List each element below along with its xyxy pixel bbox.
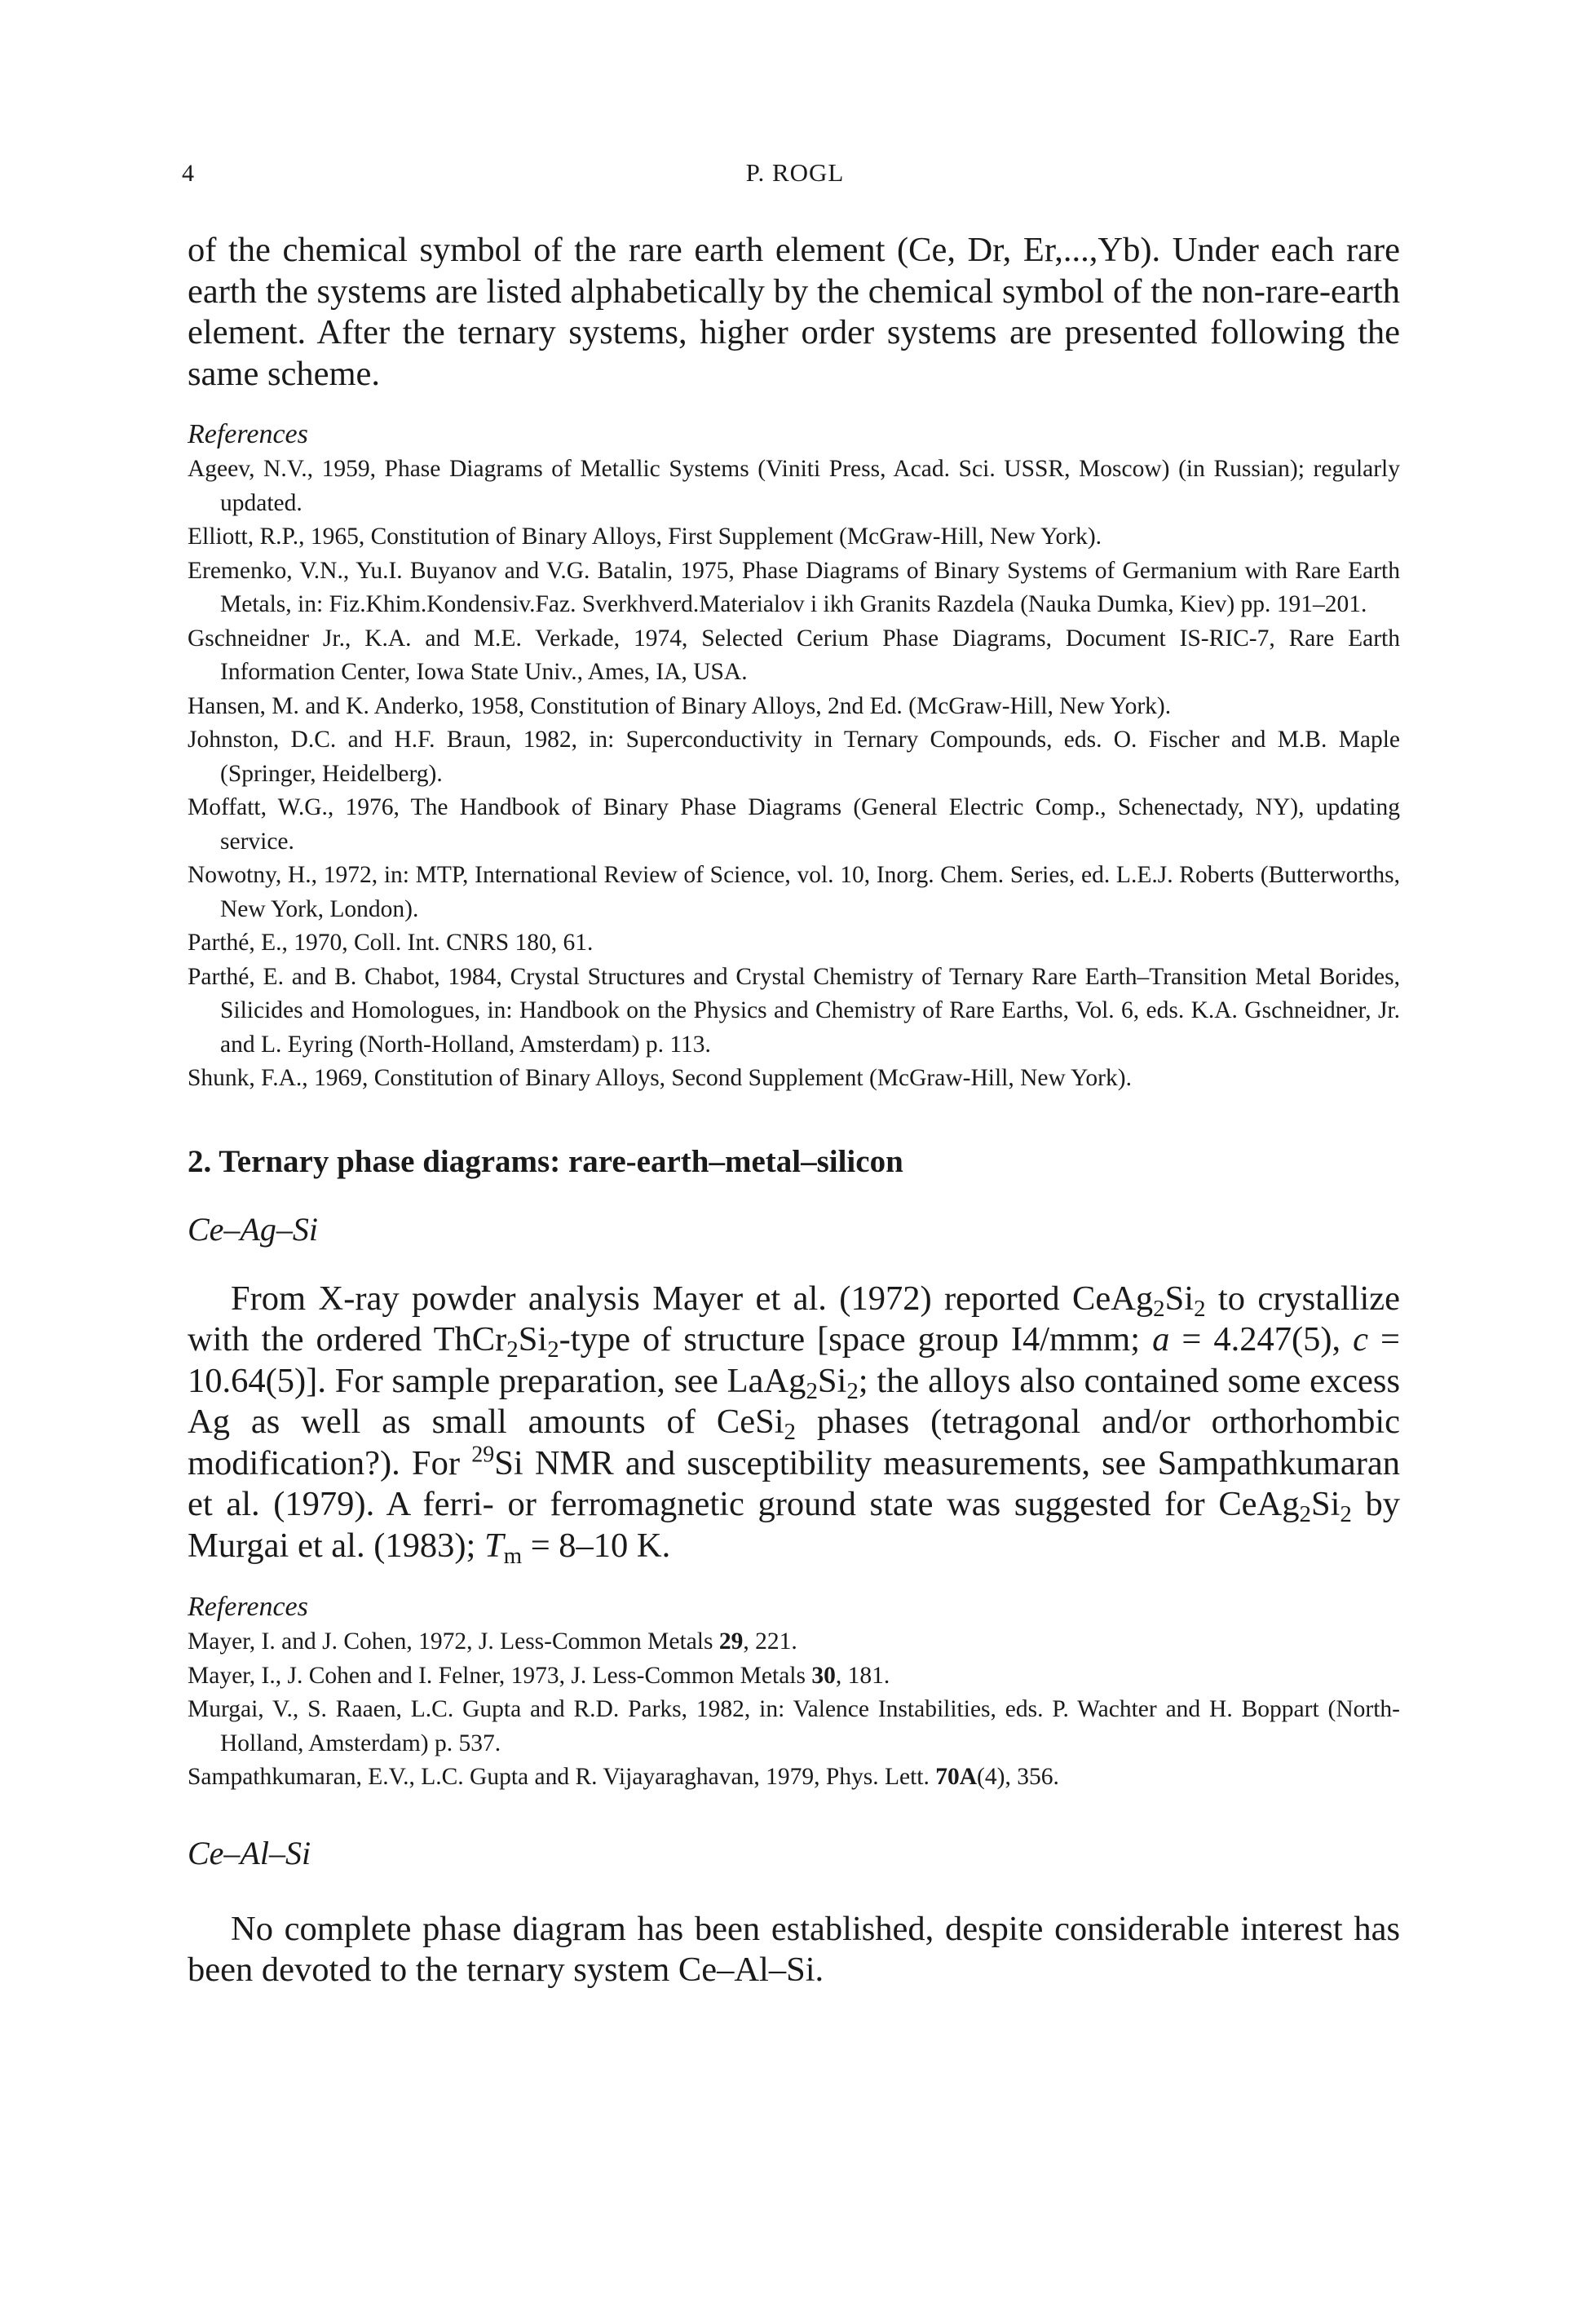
reference-item: Parthé, E. and B. Chabot, 1984, Crystal Structures and Crystal Chemistry of Ternary Rare Earth–Transition Metal Borides, Silicides and Homologues, in: Handbook on the Physics and Chemistry of Rare Earths, Vol. 6, eds. K.A. Gschneidner, Jr. and L. Eyring (North-Holland, Amsterdam) p. 113.	[188, 963, 1400, 1058]
reference-item: Mayer, I., J. Cohen and I. Felner, 1973, J. Less-Common Metals 30, 181.	[188, 1662, 890, 1689]
running-head: P. ROGL	[745, 158, 845, 187]
reference-item: Shunk, F.A., 1969, Constitution of Binary Alloys, Second Supplement (McGraw-Hill, New York).	[188, 1065, 1132, 1091]
reference-item: Nowotny, H., 1972, in: MTP, International Review of Science, vol. 10, Inorg. Chem. Series, ed. L.E.J. Roberts (Butterworths, New York, London).	[188, 862, 1400, 922]
reference-item: Mayer, I. and J. Cohen, 1972, J. Less-Common Metals 29, 221.	[188, 1628, 797, 1655]
reference-item: Elliott, R.P., 1965, Constitution of Binary Alloys, First Supplement (McGraw-Hill, New York).	[188, 524, 1102, 550]
intro-paragraph: of the chemical symbol of the rare earth element (Ce, Dr, Er,...,Yb). Under each rare earth the systems are listed alphabetically by the chemical symbol of the non-rare-earth element. After the ternary systems, higher order systems are presented following the same scheme.	[188, 231, 1400, 393]
reference-item: Sampathkumaran, E.V., L.C. Gupta and R. Vijayaraghavan, 1979, Phys. Lett. 70A(4), 356.	[188, 1764, 1059, 1790]
references-heading: References	[188, 419, 308, 449]
reference-item: Ageev, N.V., 1959, Phase Diagrams of Metallic Systems (Viniti Press, Acad. Sci. USSR, Moscow) (in Russian); regularly updated.	[188, 456, 1400, 516]
subsection-title-ce-ag-si: Ce–Ag–Si	[188, 1210, 318, 1248]
reference-item: Hansen, M. and K. Anderko, 1958, Constitution of Binary Alloys, 2nd Ed. (McGraw-Hill, New York).	[188, 692, 1172, 719]
reference-list-ce-ag-si	[188, 1625, 1400, 1795]
reference-item: Parthé, E., 1970, Coll. Int. CNRS 180, 61.	[188, 930, 594, 956]
reference-item: Murgai, V., S. Raaen, L.C. Gupta and R.D. Parks, 1982, in: Valence Instabilities, eds. P. Wachter and H. Boppart (North-Holland, Amsterdam) p. 537.	[188, 1696, 1400, 1756]
reference-item: Moffatt, W.G., 1976, The Handbook of Binary Phase Diagrams (General Electric Comp., Schenectady, NY), updating service.	[188, 794, 1400, 855]
reference-item: Johnston, D.C. and H.F. Braun, 1982, in: Superconductivity in Ternary Compounds, eds. O. Fischer and M.B. Maple (Springer, Heidelberg).	[188, 727, 1400, 787]
ce-ag-si-paragraph: From X-ray powder analysis Mayer et al. (1972) reported $CeAg_2Si_2$ to crystallize with the ordered $ThCr_2Si_2$-type of structure [space group I4/mmm; a = 4.247(5), c = 10.64(5)]. For sample preparation, see $LaAg_2Si_2$; the alloys also contained some excess Ag as well as small amounts of CeSi$_2$ phases (tetragonal and/or orthorhombic modification?). For $^{29}$Si NMR and susceptibility measurements, see Sampathkumaran et al. (1979). A ferri- or ferromagnetic ground state was suggested for $CeAg_2Si_2$ by Murgai et al. (1983); $T_m = 8-10$ K.	[188, 1279, 1401, 1569]
section-title: 2. Ternary phase diagrams: rare-earth–metal–silicon	[188, 1143, 903, 1179]
reference-list	[188, 453, 1400, 1096]
reference-item: Gschneidner Jr., K.A. and M.E. Verkade, 1974, Selected Cerium Phase Diagrams, Document IS-RIC-7, Rare Earth Information Center, Iowa State Univ., Ames, IA, USA.	[188, 625, 1400, 685]
subsection-title-ce-al-si: Ce–Al–Si	[188, 1834, 311, 1871]
page-number: 4	[182, 160, 194, 187]
page-body	[188, 230, 1400, 1991]
reference-item: Eremenko, V.N., Yu.I. Buyanov and V.G. Batalin, 1975, Phase Diagrams of Binary Systems of Germanium with Rare Earth Metals, in: Fiz.Khim.Kondensiv.Faz. Sverkhverd.Materialov i ikh Granits Razdela (Nauka Dumka, Kiev) pp. 191–201.	[188, 557, 1400, 617]
ce-al-si-paragraph: No complete phase diagram has been established, despite considerable interest has been devoted to the ternary system Ce–Al–Si.	[188, 1909, 1400, 1989]
references-heading-ce-ag-si: References	[188, 1592, 308, 1622]
